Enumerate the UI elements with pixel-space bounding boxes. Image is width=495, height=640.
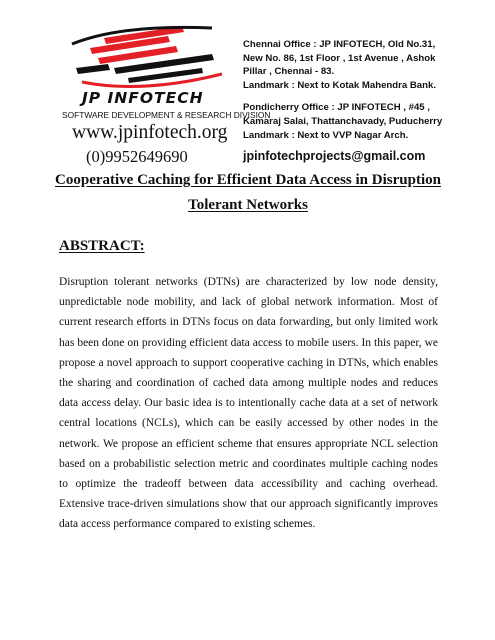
pondicherry-office-line: Pondicherry Office : JP INFOTECH , #45 , <box>243 102 430 114</box>
company-name: JP INFOTECH <box>82 89 204 107</box>
chennai-office-line: New No. 86, 1st Floor , 1st Avenue , Ashok <box>243 52 436 64</box>
pondicherry-office-line: Landmark : Next to VVP Nagar Arch. <box>243 129 409 141</box>
website-link[interactable]: www.jpinfotech.org <box>72 122 228 143</box>
office-addresses <box>243 38 483 142</box>
contact-email[interactable]: jpinfotechprojects@gmail.com <box>243 149 426 163</box>
pondicherry-office-line: Kamaraj Salai, Thattanchavady, Puducherry <box>243 115 443 127</box>
phone-number: (0)9952649690 <box>86 147 188 166</box>
document-title: Cooperative Caching for Efficient Data Access in Disruption Tolerant Networks <box>55 172 441 213</box>
abstract-heading: ABSTRACT: <box>59 238 145 254</box>
company-division: SOFTWARE DEVELOPMENT & RESEARCH DIVISION <box>62 110 271 120</box>
company-logo <box>58 24 271 174</box>
letterhead <box>0 0 495 170</box>
chennai-office-line: Chennai Office : JP INFOTECH, Old No.31, <box>243 39 436 50</box>
abstract-body: Disruption tolerant networks (DTNs) are characterized by low node density, unpredictable node mobility, and lack of global network information. Most of current research efforts in DTNs focus on data forwarding, but only limited work has been done on providing efficient data access to mobile users. In this paper, we propose a novel approach to support cooperative caching in DTNs, which enables the sharing and coordination of cached data among multiple nodes and reduces data access delay. Our basic idea is to intentionally cache data at a set of network central locations (NCLs), which can be easily accessed by other nodes in the network. We propose an efficient scheme that ensures appropriate NCL selection based on a probabilistic selection metric and coordinates multiple caching nodes to optimize the tradeoff between data accessibility and caching overhead. Extensive trace-driven simulations show that our approach significantly improves data access performance compared to existing schemes. <box>59 276 438 531</box>
chennai-office-line: Landmark : Next to Kotak Mahendra Bank. <box>243 79 436 91</box>
chennai-office-line: Pillar , Chennai - 83. <box>243 66 335 78</box>
